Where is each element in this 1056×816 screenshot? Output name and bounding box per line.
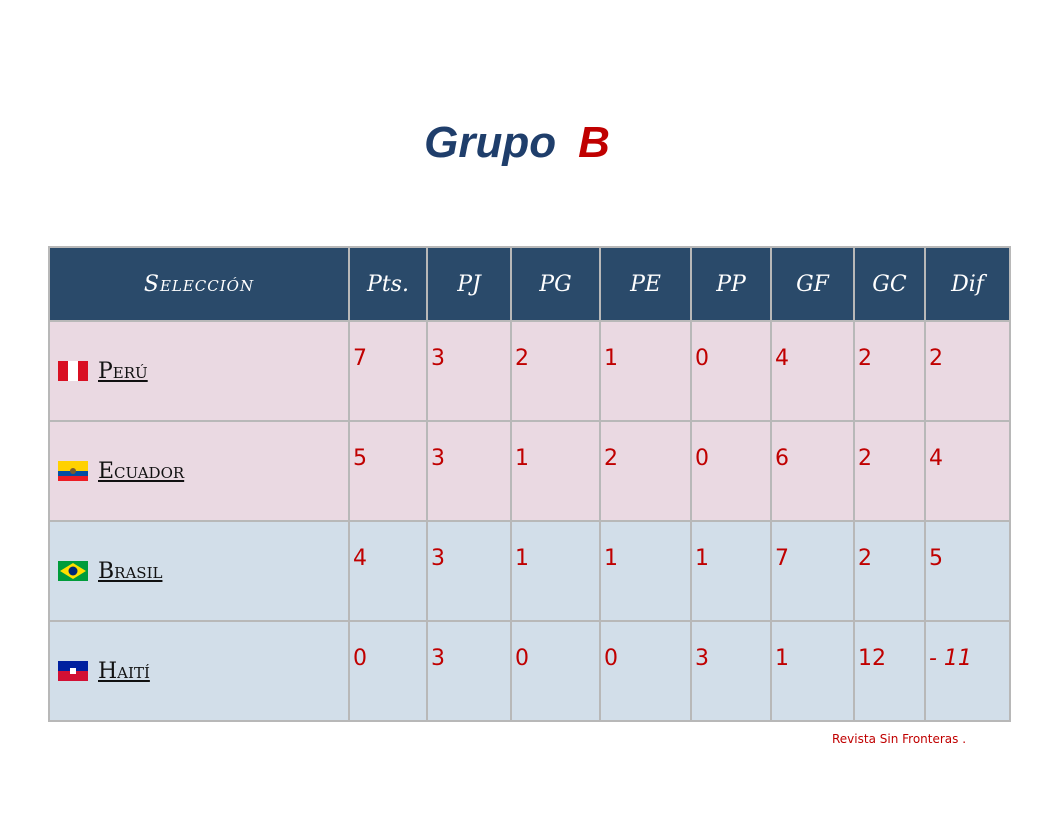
cell-pp: 0 xyxy=(691,421,771,521)
header-row xyxy=(49,247,1010,321)
cell-gc: 2 xyxy=(854,321,925,421)
header-gf: GF xyxy=(771,247,854,321)
cell-gf: 1 xyxy=(771,621,854,721)
team-name[interactable]: Brasil xyxy=(98,558,163,584)
table-row xyxy=(49,521,1010,621)
cell-pts: 4 xyxy=(349,521,427,621)
brazil-flag-icon xyxy=(58,561,88,581)
cell-dif: - 11 xyxy=(925,621,1010,721)
cell-pg: 1 xyxy=(511,421,600,521)
ecuador-flag-icon xyxy=(58,461,88,481)
header-pe: PE xyxy=(600,247,691,321)
cell-pp: 3 xyxy=(691,621,771,721)
cell-dif: 5 xyxy=(925,521,1010,621)
team-name[interactable]: Perú xyxy=(98,358,148,384)
cell-pg: 0 xyxy=(511,621,600,721)
standings-table xyxy=(48,246,1011,722)
cell-pp: 1 xyxy=(691,521,771,621)
group-letter: B xyxy=(578,118,610,167)
team-cell xyxy=(49,621,349,721)
cell-pts: 5 xyxy=(349,421,427,521)
cell-pg: 1 xyxy=(511,521,600,621)
cell-gc: 2 xyxy=(854,421,925,521)
cell-gf: 6 xyxy=(771,421,854,521)
header-pts: Pts. xyxy=(349,247,427,321)
cell-pts: 0 xyxy=(349,621,427,721)
cell-pj: 3 xyxy=(427,521,511,621)
header-gc: GC xyxy=(854,247,925,321)
cell-pe: 1 xyxy=(600,321,691,421)
header-pp: PP xyxy=(691,247,771,321)
team-cell xyxy=(49,521,349,621)
team-name[interactable]: Haití xyxy=(98,658,150,684)
cell-gc: 2 xyxy=(854,521,925,621)
cell-pj: 3 xyxy=(427,621,511,721)
cell-dif: 4 xyxy=(925,421,1010,521)
team-name[interactable]: Ecuador xyxy=(98,458,185,484)
cell-pj: 3 xyxy=(427,321,511,421)
peru-flag-icon xyxy=(58,361,88,381)
cell-pg: 2 xyxy=(511,321,600,421)
cell-pe: 0 xyxy=(600,621,691,721)
cell-dif: 2 xyxy=(925,321,1010,421)
header-seleccion: Selección xyxy=(49,247,349,321)
header-dif: Dif xyxy=(925,247,1010,321)
haiti-flag-icon xyxy=(58,661,88,681)
table-row xyxy=(49,321,1010,421)
page-title xyxy=(0,118,1034,168)
cell-pe: 1 xyxy=(600,521,691,621)
table-row xyxy=(49,421,1010,521)
cell-pj: 3 xyxy=(427,421,511,521)
cell-gc: 12 xyxy=(854,621,925,721)
credit-text: Revista Sin Fronteras . xyxy=(832,732,967,746)
header-pg: PG xyxy=(511,247,600,321)
cell-gf: 7 xyxy=(771,521,854,621)
header-pj: PJ xyxy=(427,247,511,321)
cell-pts: 7 xyxy=(349,321,427,421)
cell-gf: 4 xyxy=(771,321,854,421)
team-cell xyxy=(49,421,349,521)
cell-pe: 2 xyxy=(600,421,691,521)
title-word: Grupo xyxy=(424,118,557,167)
team-cell xyxy=(49,321,349,421)
cell-pp: 0 xyxy=(691,321,771,421)
table-row xyxy=(49,621,1010,721)
